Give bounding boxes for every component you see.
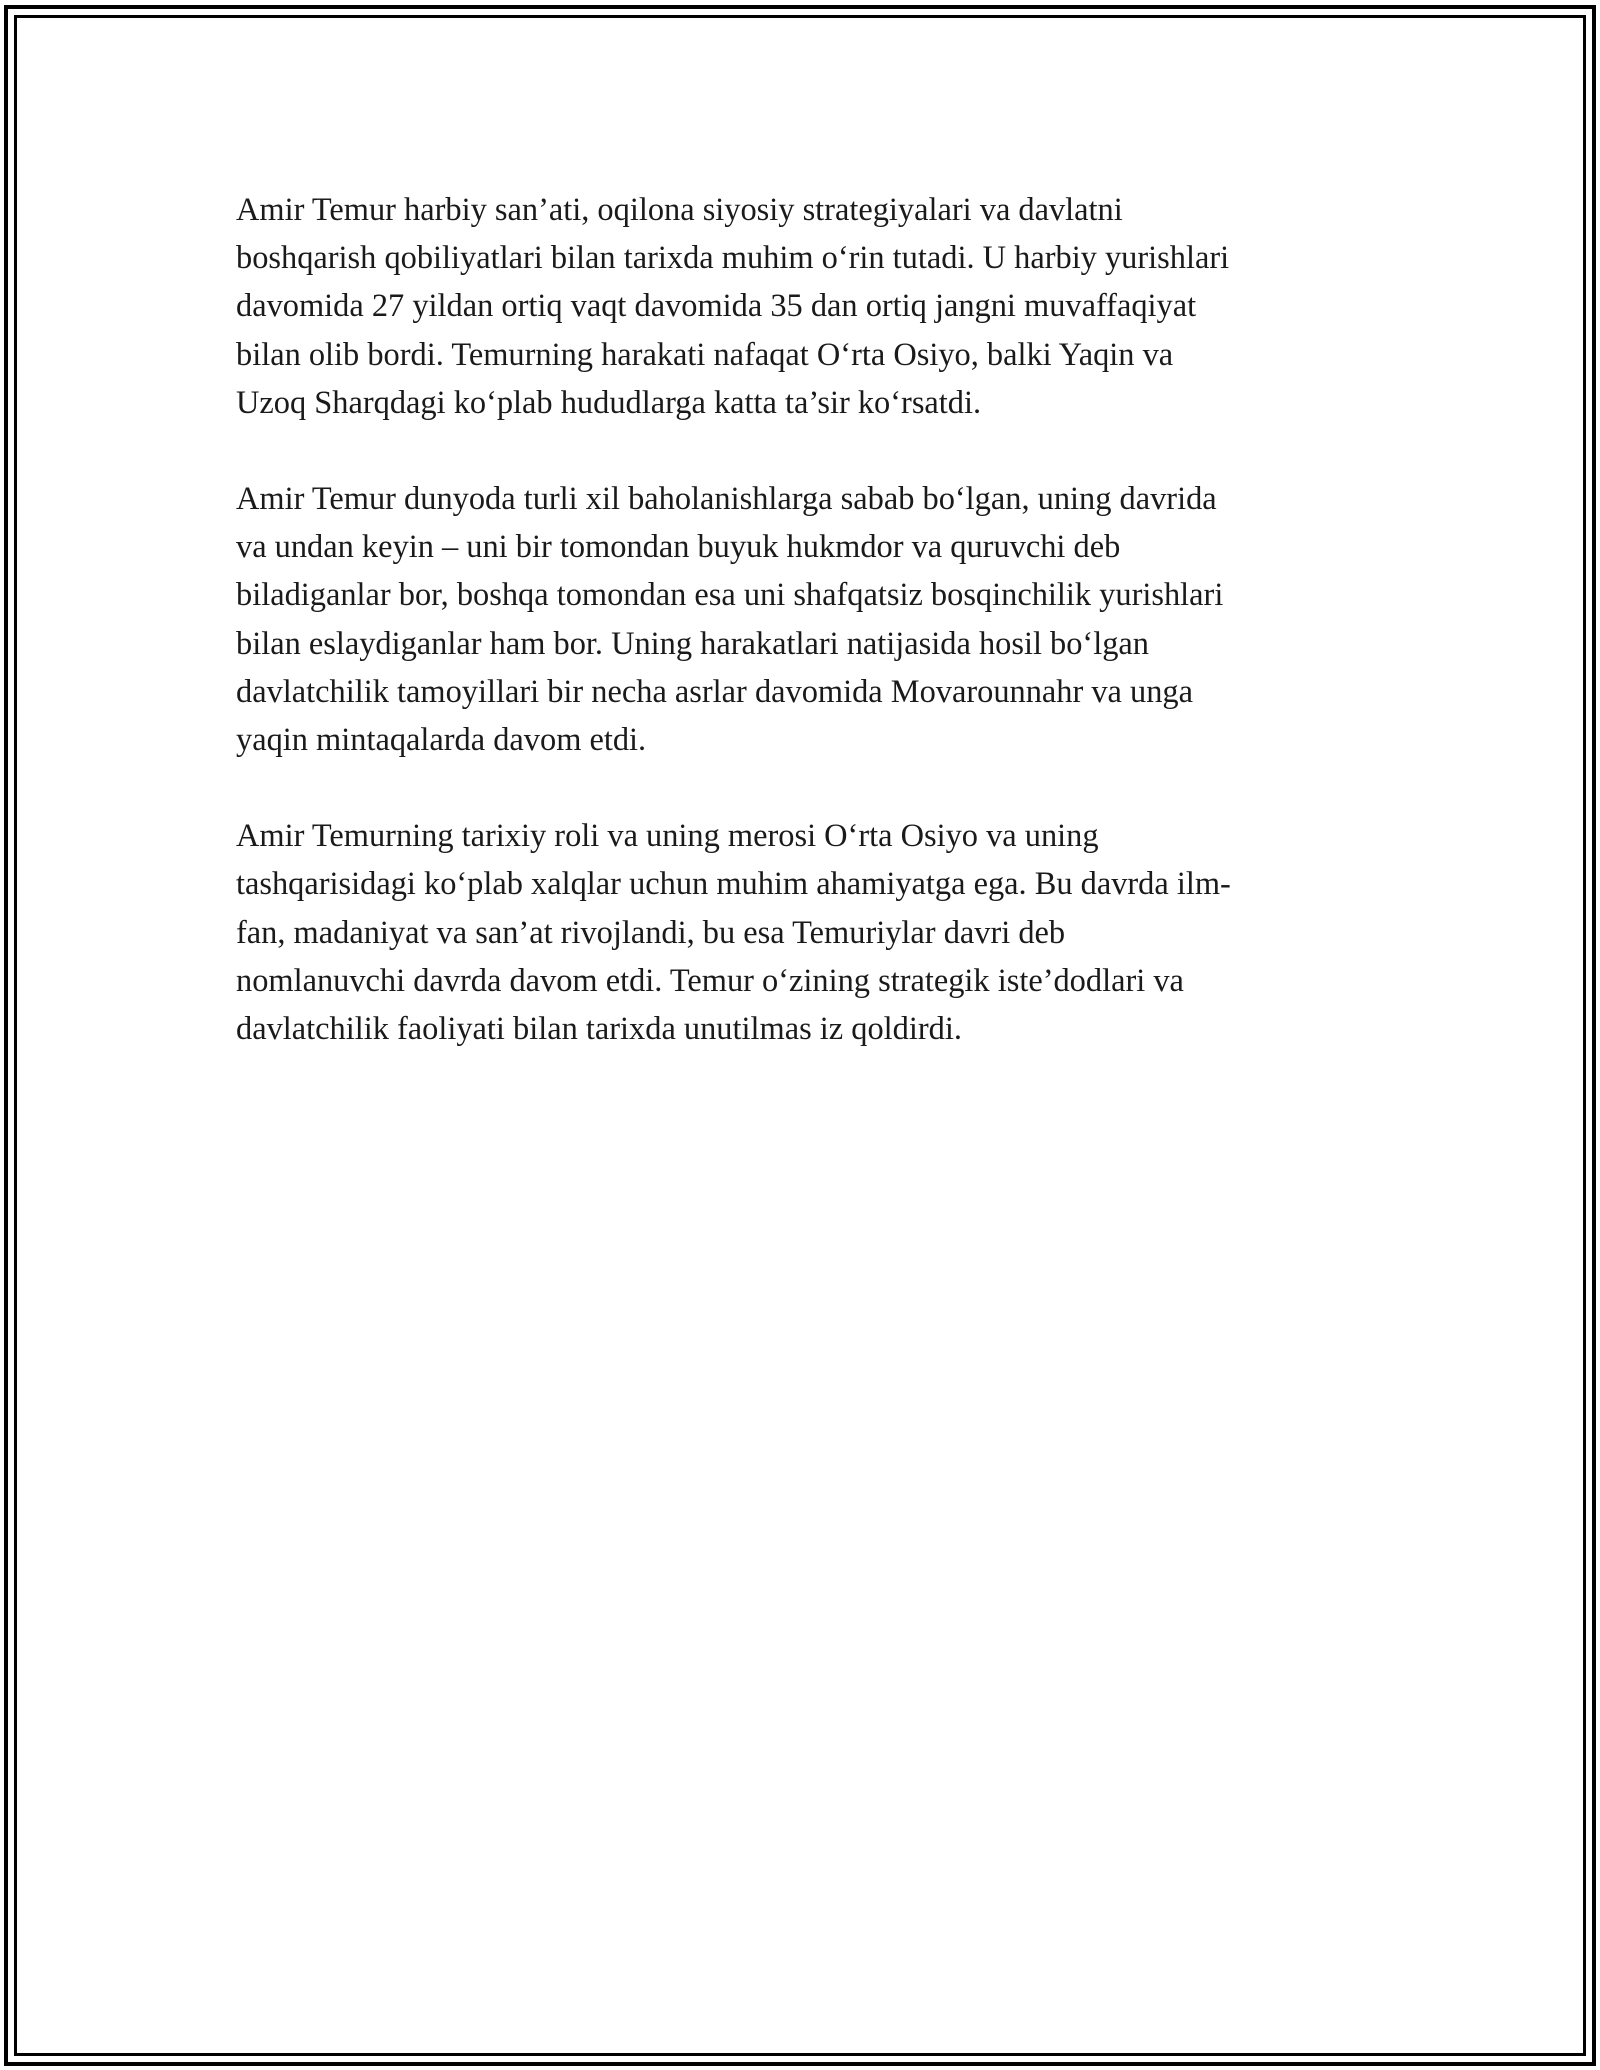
text-line: tashqarisidagi koʻplab xalqlar uchun muhim ahamiyatga ega. Bu davrda ilm-	[236, 866, 1231, 903]
paragraph-2	[236, 475, 1366, 764]
text-line: davlatchilik faoliyati bilan tarixda unutilmas iz qoldirdi.	[236, 1011, 962, 1048]
text-line: Amir Temur harbiy san’ati, oqilona siyosiy strategiyalari va davlatni	[236, 192, 1123, 228]
paragraph-3	[236, 812, 1366, 1053]
text-line: fan, madaniyat va san’at rivojlandi, bu esa Temuriylar davri deb	[236, 914, 1066, 951]
text-line: davlatchilik tamoyillari bir necha asrlar davomida Movarounnahr va unga	[236, 673, 1193, 710]
text-line: bilan olib bordi. Temurning harakati nafaqat Oʻrta Osiyo, balki Yaqin va	[236, 336, 1174, 373]
text-line: va undan keyin – uni bir tomondan buyuk hukmdor va quruvchi deb	[236, 529, 1121, 566]
text-line: Amir Temurning tarixiy roli va uning merosi Oʻrta Osiyo va uning	[236, 818, 1099, 855]
text-line: boshqarish qobiliyatlari bilan tarixda muhim oʻrin tutadi. U harbiy yurishlari	[236, 240, 1230, 277]
text-line: nomlanuvchi davrda davom etdi. Temur oʻzining strategik iste’dodlari va	[236, 962, 1184, 999]
paragraph-1	[236, 186, 1366, 427]
document-body	[236, 186, 1366, 1101]
text-line: Amir Temur dunyoda turli xil baholanishlarga sabab boʻlgan, uning davrida	[236, 481, 1217, 518]
text-line: yaqin mintaqalarda davom etdi.	[236, 722, 647, 759]
text-line: davomida 27 yildan ortiq vaqt davomida 35 dan ortiq jangni muvaffaqiyat	[236, 288, 1197, 325]
text-line: Uzoq Sharqdagi koʻplab hududlarga katta ta’sir koʻrsatdi.	[236, 384, 982, 421]
text-line: biladiganlar bor, boshqa tomondan esa uni shafqatsiz bosqinchilik yurishlari	[236, 577, 1224, 614]
text-line: bilan eslaydiganlar ham bor. Uning harakatlari natijasida hosil boʻlgan	[236, 625, 1149, 662]
